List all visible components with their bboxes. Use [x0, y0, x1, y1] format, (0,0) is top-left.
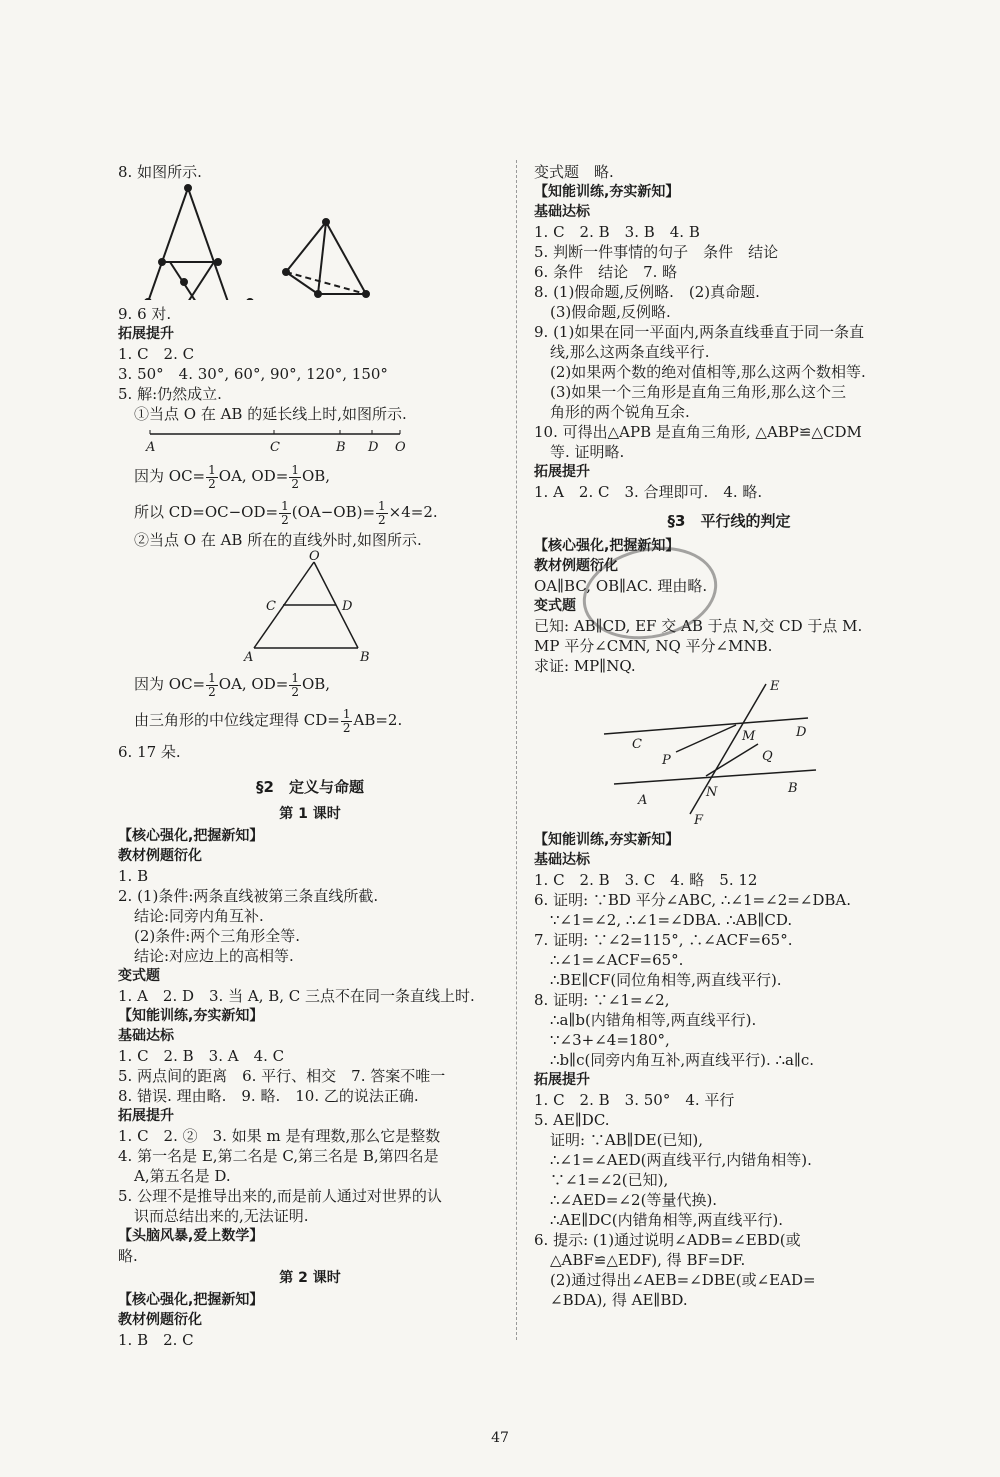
heading-jichu-r: 基础达标 — [534, 204, 590, 220]
r16: 已知: AB∥CD, EF 交 AB 于点 N,交 CD 于点 M. — [534, 617, 863, 635]
s21: ∠BDA), 得 AE∥BD. — [550, 1291, 688, 1309]
tri-label-a: A — [244, 650, 254, 662]
m1-c: OB, — [301, 467, 331, 485]
m4-b: AB=2. — [353, 711, 403, 729]
frac-num: 1 — [281, 498, 289, 513]
frac-den: 2 — [378, 512, 386, 527]
t2: 3. 50° 4. 30°, 60°, 90°, 120°, 150° — [118, 365, 388, 383]
m2-b: (OA−OB)= — [291, 503, 376, 521]
s2: 6. 证明: ∵BD 平分∠ABC, ∴∠1=∠2=∠DBA. — [534, 891, 852, 909]
m2-c: ×4=2. — [388, 503, 438, 521]
frac-num: 1 — [378, 498, 386, 513]
frac-den: 2 — [291, 476, 299, 491]
frac-num: 1 — [342, 706, 351, 721]
heading-jiaocai-1: 教材例题衍化 — [118, 848, 202, 864]
heading-jiaocai-r: 教材例题衍化 — [534, 558, 618, 574]
heading-hexin-r: 【核心强化,把握新知】 — [534, 538, 680, 554]
r4: 6. 条件 结论 7. 略 — [534, 263, 678, 281]
a1: 1. B — [118, 867, 149, 885]
tri-label-d: D — [342, 599, 353, 614]
heading-zhineng-1: 【知能训练,夯实新知】 — [118, 1008, 264, 1024]
fraction-half — [279, 500, 291, 527]
math-line-3 — [118, 666, 502, 702]
a3: 结论:同旁内角互补. — [134, 907, 264, 925]
fraction-half — [376, 500, 388, 527]
s11: 1. C 2. B 3. 50° 4. 平行 — [534, 1091, 735, 1109]
t1: 1. C 2. C — [118, 345, 195, 363]
fig-label-b: B — [788, 781, 798, 796]
fraction-half — [341, 708, 353, 735]
r14: 1. A 2. C 3. 合理即可. 4. 略. — [534, 483, 763, 501]
r2: 1. C 2. B 3. B 4. B — [534, 223, 700, 241]
heading-bianshi-1: 变式题 — [118, 968, 160, 984]
heading-hexin-1: 【核心强化,把握新知】 — [118, 828, 264, 844]
fraction-half — [206, 464, 218, 491]
q8-figures — [118, 182, 502, 300]
t5: ②当点 O 在 AB 所在的直线外时,如图所示. — [134, 531, 422, 549]
segment-figure — [118, 424, 502, 454]
triangle-midline-figure — [118, 550, 502, 662]
a6: 1. A 2. D 3. 当 A, B, C 三点不在同一条直线上时. — [118, 987, 475, 1005]
heading-jichu-1: 基础达标 — [118, 1028, 174, 1044]
frac-num: 1 — [291, 670, 299, 685]
fig-label-n: N — [706, 785, 718, 800]
s13: 证明: ∵AB∥DE(已知), — [550, 1131, 704, 1149]
s18: 6. 提示: (1)通过说明∠ADB=∠EBD(或 — [534, 1231, 801, 1249]
r1: 变式题 略. — [534, 163, 614, 181]
fig-label-f: F — [694, 813, 704, 826]
m1-a: 因为 OC= — [134, 467, 206, 485]
c5: 识而总结出来的,无法证明. — [134, 1207, 309, 1225]
r8: 线,那么这两条直线平行. — [550, 343, 710, 361]
triangle-grid-figure — [145, 185, 253, 300]
r11: 角形的两个锐角互余. — [550, 403, 690, 421]
r17: MP 平分∠CMN, NQ 平分∠MNB. — [534, 637, 773, 655]
tetrahedron-figure — [283, 219, 369, 297]
s19: △ABF≌△EDF), 得 BF=DF. — [550, 1251, 746, 1269]
heading-tuozhan-r: 拓展提升 — [534, 464, 590, 480]
page-number: 47 — [491, 1430, 509, 1446]
t4: ①当点 O 在 AB 的延长线上时,如图所示. — [134, 405, 407, 423]
lesson-1-title: 第 1 课时 — [279, 806, 341, 822]
math-line-2 — [118, 494, 502, 530]
frac-num: 1 — [208, 462, 216, 477]
right-column — [534, 162, 924, 1310]
r9: (2)如果两个数的绝对值相等,那么这两个数相等. — [550, 363, 866, 381]
r5: 8. (1)假命题,反例略. (2)真命题. — [534, 283, 760, 301]
heading-tounao: 【头脑风暴,爱上数学】 — [118, 1228, 264, 1244]
b2: 5. 两点间的距离 6. 平行、相交 7. 答案不唯一 — [118, 1067, 446, 1085]
math-line-1 — [118, 458, 502, 494]
tri-label-b: B — [360, 650, 370, 662]
fraction-half — [289, 672, 301, 699]
fig-label-q: Q — [762, 749, 773, 764]
fraction-half — [289, 464, 301, 491]
r15: OA∥BC, OB∥AC. 理由略. — [534, 577, 708, 595]
m3-b: OA, OD= — [218, 675, 289, 693]
r7: 9. (1)如果在同一平面内,两条直线垂直于同一条直 — [534, 323, 865, 341]
s9: ∵∠3+∠4=180°, — [550, 1031, 670, 1049]
s10: ∴b∥c(同旁内角互补,两直线平行). ∴a∥c. — [550, 1051, 815, 1069]
s14: ∴∠1=∠AED(两直线平行,内错角相等). — [550, 1151, 812, 1169]
seg-label-d: D — [368, 440, 379, 454]
c2: 4. 第一名是 E,第二名是 C,第三名是 B,第四名是 — [118, 1147, 439, 1165]
s16: ∴∠AED=∠2(等量代换). — [550, 1191, 718, 1209]
left-column — [118, 162, 502, 1350]
r13: 等. 证明略. — [550, 443, 625, 461]
lesson-2-title: 第 2 课时 — [279, 1270, 341, 1286]
seg-label-o: O — [395, 440, 406, 454]
e1: 1. B 2. C — [118, 1331, 194, 1349]
frac-den: 2 — [208, 684, 216, 699]
d1: 略. — [118, 1247, 138, 1265]
tri-label-o: O — [309, 550, 320, 564]
c3: A,第五名是 D. — [134, 1167, 231, 1185]
heading-zhineng-r: 【知能训练,夯实新知】 — [534, 184, 680, 200]
frac-num: 1 — [208, 670, 216, 685]
frac-num: 1 — [291, 462, 299, 477]
s17: ∴AE∥DC(内错角相等,两直线平行). — [550, 1211, 783, 1229]
seg-label-b: B — [336, 440, 346, 454]
q8-text: 8. 如图所示. — [118, 163, 202, 181]
heading-hexin-2: 【核心强化,把握新知】 — [118, 1292, 264, 1308]
s4: 7. 证明: ∵∠2=115°, ∴∠ACF=65°. — [534, 931, 793, 949]
m4-a: 由三角形的中位线定理得 CD= — [134, 711, 340, 729]
s8: ∴a∥b(内错角相等,两直线平行). — [550, 1011, 757, 1029]
fraction-half — [206, 672, 218, 699]
heading-tuozhan-r2: 拓展提升 — [534, 1072, 590, 1088]
frac-den: 2 — [291, 684, 299, 699]
s5: ∴∠1=∠ACF=65°. — [550, 951, 684, 969]
r6: (3)假命题,反例略. — [550, 303, 671, 321]
heading-jichu-r2: 基础达标 — [534, 852, 590, 868]
fig-label-e: E — [770, 679, 780, 694]
m2-a: 所以 CD=OC−OD= — [134, 503, 279, 521]
fig-label-d: D — [796, 725, 807, 740]
s1: 1. C 2. B 3. C 4. 略 5. 12 — [534, 871, 758, 889]
c1: 1. C 2. ② 3. 如果 m 是有理数,那么它是整数 — [118, 1127, 441, 1145]
m3-c: OB, — [301, 675, 331, 693]
frac-den: 2 — [342, 720, 351, 735]
section-2-title: §2 定义与命题 — [256, 778, 364, 796]
s7: 8. 证明: ∵∠1=∠2, — [534, 991, 670, 1009]
m1-b: OA, OD= — [218, 467, 289, 485]
c4: 5. 公理不是推导出来的,而是前人通过对世界的认 — [118, 1187, 442, 1205]
m3-a: 因为 OC= — [134, 675, 206, 693]
r10: (3)如果一个三角形是直角三角形,那么这个三 — [550, 383, 847, 401]
parallel-lines-figure — [534, 676, 924, 826]
s15: ∵∠1=∠2(已知), — [550, 1171, 669, 1189]
column-divider — [516, 160, 517, 1340]
tri-label-c: C — [266, 599, 276, 614]
fig-label-a: A — [638, 793, 648, 808]
b1: 1. C 2. B 3. A 4. C — [118, 1047, 285, 1065]
heading-zhineng-r2: 【知能训练,夯实新知】 — [534, 832, 680, 848]
seg-label-a: A — [146, 440, 156, 454]
heading-tuozhan-2: 拓展提升 — [118, 1108, 174, 1124]
frac-den: 2 — [281, 512, 289, 527]
s20: (2)通过得出∠AEB=∠DBE(或∠EAD= — [550, 1271, 816, 1289]
r3: 5. 判断一件事情的句子 条件 结论 — [534, 243, 779, 261]
heading-bianshi-r: 变式题 — [534, 598, 576, 614]
seg-label-c: C — [270, 440, 280, 454]
fig-label-m: M — [742, 729, 756, 744]
r12: 10. 可得出△APB 是直角三角形, △ABP≌△CDM — [534, 423, 862, 441]
t3: 5. 解:仍然成立. — [118, 385, 222, 403]
a5: 结论:对应边上的高相等. — [134, 947, 294, 965]
s3: ∵∠1=∠2, ∴∠1=∠DBA. ∴AB∥CD. — [550, 911, 793, 929]
frac-den: 2 — [208, 476, 216, 491]
q9-text: 9. 6 对. — [118, 305, 172, 323]
math-line-4 — [118, 702, 502, 738]
fig-label-p: P — [662, 753, 671, 768]
heading-jiaocai-2: 教材例题衍化 — [118, 1312, 202, 1328]
q6-text: 6. 17 朵. — [118, 743, 181, 761]
section-3-title: §3 平行线的判定 — [667, 512, 791, 530]
fig-label-c: C — [632, 737, 642, 752]
a4: (2)条件:两个三角形全等. — [134, 927, 301, 945]
r18: 求证: MP∥NQ. — [534, 657, 636, 675]
heading-tuozhan: 拓展提升 — [118, 326, 174, 342]
s12: 5. AE∥DC. — [534, 1111, 610, 1129]
s6: ∴BE∥CF(同位角相等,两直线平行). — [550, 971, 782, 989]
a2: 2. (1)条件:两条直线被第三条直线所截. — [118, 887, 379, 905]
b3: 8. 错误. 理由略. 9. 略. 10. 乙的说法正确. — [118, 1087, 419, 1105]
